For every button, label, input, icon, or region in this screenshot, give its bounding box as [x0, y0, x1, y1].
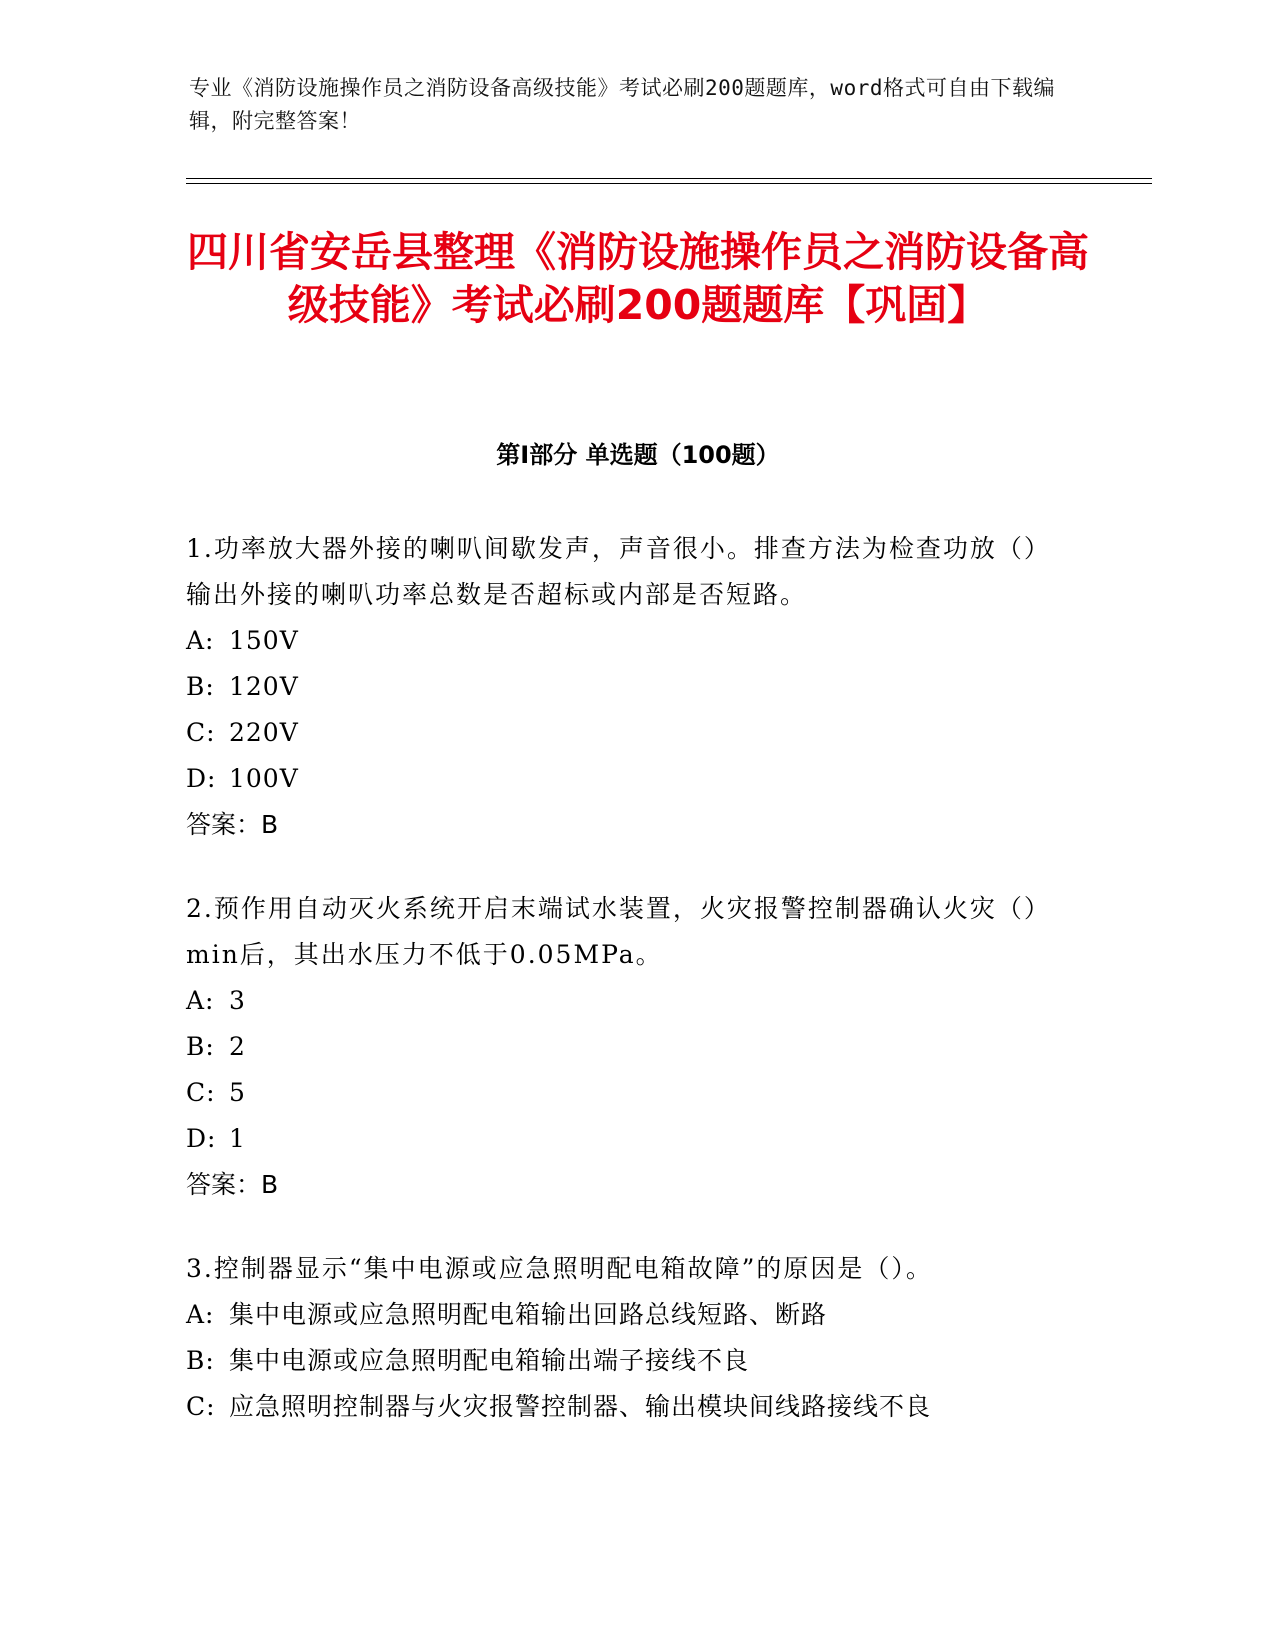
option-d	[186, 1116, 1066, 1162]
option-letter: B:	[186, 1346, 215, 1375]
question-stem: 3.控制器显示“集中电源或应急照明配电箱故障”的原因是（）。	[186, 1254, 933, 1283]
document-intro: 专业《消防设施操作员之消防设备高级技能》考试必刷200题题库，word格式可自由下载编辑，附完整答案！	[189, 76, 1055, 133]
option-letter: A:	[186, 1300, 215, 1329]
question-1	[186, 526, 1066, 848]
option-c	[186, 1384, 1066, 1430]
option-letter: C:	[186, 718, 216, 747]
option-a	[186, 978, 1066, 1024]
option-c	[186, 1070, 1066, 1116]
option-text: 220V	[229, 718, 299, 747]
option-b	[186, 664, 1066, 710]
option-d	[186, 756, 1066, 802]
section-heading: 第Ⅰ部分 单选题（100题）	[496, 441, 780, 469]
question-stem: 2.预作用自动灭火系统开启末端试水装置，火灾报警控制器确认火灾（）min后，其出水压力不低于0.05MPa。	[186, 894, 1051, 969]
option-text: 集中电源或应急照明配电箱输出回路总线短路、断路	[229, 1300, 828, 1329]
option-text: 3	[229, 986, 246, 1015]
option-text: 应急照明控制器与火灾报警控制器、输出模块间线路接线不良	[229, 1392, 932, 1421]
answer-key: 答案：B	[186, 810, 279, 839]
option-text: 120V	[229, 672, 299, 701]
option-letter: B:	[186, 672, 215, 701]
question-3	[186, 1246, 1066, 1430]
option-text: 150V	[229, 626, 299, 655]
header-divider-bottom	[186, 183, 1152, 184]
option-letter: A:	[186, 626, 215, 655]
option-text: 1	[229, 1124, 246, 1153]
document-title: 四川省安岳县整理《消防设施操作员之消防设备高级技能》考试必刷200题题库【巩固】	[187, 228, 1089, 329]
option-letter: A:	[186, 986, 215, 1015]
option-letter: B:	[186, 1032, 215, 1061]
option-b	[186, 1338, 1066, 1384]
question-2	[186, 886, 1066, 1208]
option-a	[186, 618, 1066, 664]
option-c	[186, 710, 1066, 756]
question-stem: 1.功率放大器外接的喇叭间歇发声，声音很小。排查方法为检查功放（）输出外接的喇叭功率总数是否超标或内部是否短路。	[186, 534, 1051, 609]
answer-key: 答案：B	[186, 1170, 279, 1199]
option-letter: D:	[186, 764, 217, 793]
option-letter: C:	[186, 1078, 216, 1107]
option-b	[186, 1024, 1066, 1070]
question-list	[186, 526, 1066, 1468]
option-text: 2	[229, 1032, 246, 1061]
option-text: 100V	[229, 764, 299, 793]
header-divider-top	[186, 178, 1152, 179]
option-text: 5	[229, 1078, 246, 1107]
option-a	[186, 1292, 1066, 1338]
option-letter: C:	[186, 1392, 216, 1421]
option-text: 集中电源或应急照明配电箱输出端子接线不良	[229, 1346, 750, 1375]
option-letter: D:	[186, 1124, 217, 1153]
